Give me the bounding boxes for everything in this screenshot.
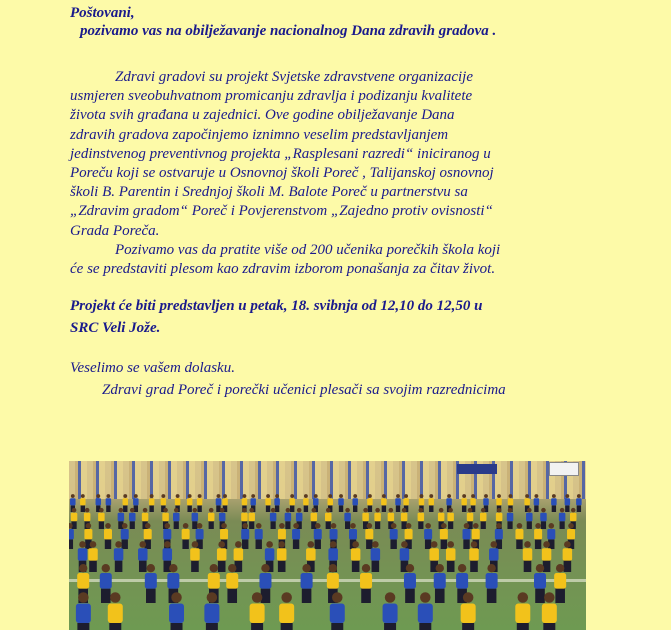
photo-figure — [367, 494, 373, 512]
invitation-letter — [70, 4, 630, 401]
photo-figure — [182, 523, 190, 549]
paragraph-invite-students — [70, 241, 630, 279]
text-line: „Zdravim gradom“ Poreč i Povjerenstvom „Zajedno protiv ovisnosti“ — [70, 203, 493, 220]
photo-figure — [344, 508, 351, 529]
photo-figure — [123, 494, 129, 512]
photo-figure — [255, 523, 263, 549]
photo-figure — [80, 494, 86, 512]
photo-figure — [515, 592, 530, 630]
photo-figure — [197, 494, 203, 512]
photo-figure — [187, 494, 193, 512]
photo-figure — [149, 494, 155, 512]
text-line: SRC Veli Jože. — [70, 320, 161, 337]
photo-figure — [208, 508, 215, 529]
photo-figure — [76, 592, 91, 630]
photo-figure — [352, 494, 358, 512]
text-line: Projekt će biti predstavljen u petak, 18. svibnja od 12,10 do 12,50 u — [70, 298, 483, 315]
photo-figure — [381, 494, 387, 512]
text-line: jedinstvenog preventivnog projekta „Rasplesani razredi“ iniciranog u — [70, 145, 491, 162]
photo-figure — [551, 494, 557, 512]
photo-figure — [106, 494, 112, 512]
project-details — [70, 295, 630, 339]
photo-figure — [289, 494, 295, 512]
photo-figure — [383, 592, 398, 630]
text-line: Zdravi gradovi su projekt Svjetske zdravstvene organizacije — [115, 69, 473, 85]
text-line: Poreču koji se ostvaruje u Osnovnoj školi Poreč , Talijanskoj osnovnoj — [70, 165, 494, 182]
text-line: usmjeren sveobuhvatnom promicanju zdravlja i podizanju kvalitete — [70, 88, 473, 105]
text-line: Grada Poreča. — [70, 222, 160, 239]
photo-figure — [338, 494, 344, 512]
photo-figure — [303, 494, 309, 512]
photo-figure — [374, 508, 381, 529]
dancing-students-photo — [69, 461, 586, 630]
text-line: školi B. Parentin i Srednjoj školi M. Balote Poreč u partnerstvu sa — [70, 184, 468, 201]
photo-figure — [279, 592, 294, 630]
photo-figure — [576, 494, 582, 512]
invitation-line: pozivamo vas na obilježavanje nacionalnog Dana zdravih gradova . — [80, 23, 497, 39]
photo-figure — [446, 541, 456, 572]
signoff-line: Zdravi grad Poreč i porečki učenici plesači sa svojim razrednicima — [102, 382, 506, 399]
photo-figure — [540, 508, 547, 529]
photo-figure — [104, 523, 112, 549]
photo-figure — [565, 494, 571, 512]
photo-figure — [360, 564, 372, 603]
photo-figure — [418, 592, 433, 630]
photo-figure — [559, 508, 566, 529]
greeting: Poštovani, — [70, 5, 135, 21]
photo-figure — [100, 564, 112, 603]
paragraph-intro — [70, 68, 630, 241]
text-line: života svih građana u zajednici. Ove godine obilježavanje Dana — [70, 107, 455, 124]
photo-figure — [461, 494, 467, 512]
photo-figure — [429, 494, 435, 512]
photo-figure — [265, 494, 271, 512]
closing-line: Veselimo se vašem dolasku. — [70, 360, 235, 377]
text-line: zdravih gradova započinjemo iznimno veselim predstavljanjem — [70, 126, 449, 143]
photo-figure — [515, 523, 523, 549]
text-line: će se predstaviti plesom kao zdravim izborom ponašanja za čitav život. — [70, 261, 496, 278]
photo-figure — [395, 494, 401, 512]
photo-crowd — [69, 461, 586, 630]
text-line: Pozivamo vas da pratite više od 200 učenika porečkih škola koji — [115, 241, 501, 258]
photo-figure — [534, 494, 540, 512]
photo-figure — [145, 564, 157, 603]
photo-figure — [523, 541, 533, 572]
